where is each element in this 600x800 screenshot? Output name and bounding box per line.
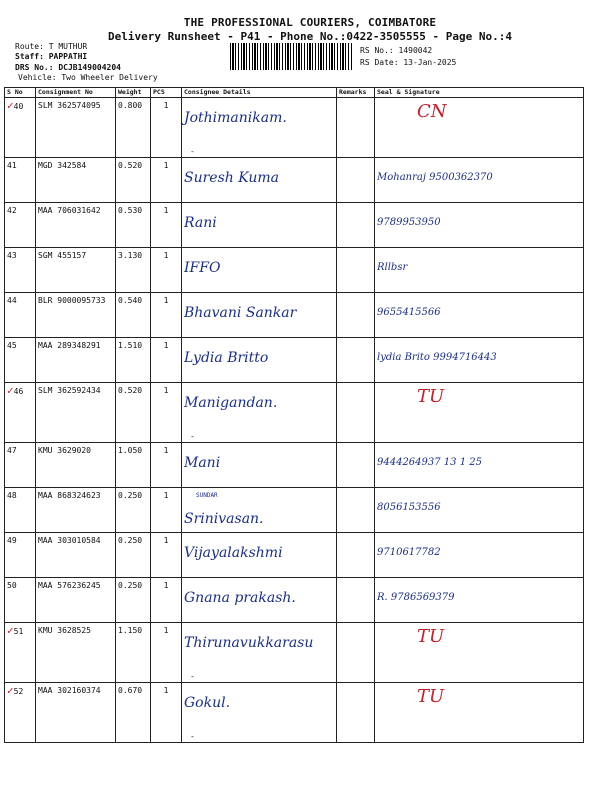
signature-cell xyxy=(375,383,584,443)
consignment-no: MAA 302160374 xyxy=(36,683,116,743)
sno-value: 49 xyxy=(7,536,17,545)
row-sno xyxy=(5,293,36,338)
consignment-no: MAA 303010584 xyxy=(36,533,116,578)
sno-value: 46 xyxy=(13,387,24,396)
remarks-cell xyxy=(337,383,375,443)
pcs-value: 1 xyxy=(151,383,182,443)
col-header-weight: Weight xyxy=(116,88,151,98)
col-header-sno: S No xyxy=(5,88,36,98)
consignment-no: KMU 3628525 xyxy=(36,623,116,683)
row-sno xyxy=(5,158,36,203)
check-mark-icon: ✓ xyxy=(7,684,14,697)
consignee-handwriting: Lydia Britto xyxy=(184,350,269,366)
vehicle-label: Vehicle: Two Wheeler Delivery xyxy=(18,73,158,82)
sno-value: 43 xyxy=(7,251,17,260)
pcs-value: 1 xyxy=(151,293,182,338)
signature-handwriting: 9655415566 xyxy=(377,307,441,318)
table-row xyxy=(5,683,584,743)
consignee-cell xyxy=(182,623,337,683)
signature-cell xyxy=(375,158,584,203)
table-row xyxy=(5,248,584,293)
consignee-cell xyxy=(182,683,337,743)
consignee-handwriting: Mani xyxy=(184,455,221,471)
dash-mark: - xyxy=(190,432,195,441)
remarks-cell xyxy=(337,683,375,743)
sno-value: 51 xyxy=(13,627,24,636)
rs-number: RS No.: 1490042 xyxy=(360,46,433,55)
consignee-cell xyxy=(182,338,337,383)
sno-value: 48 xyxy=(7,491,17,500)
signature-cell xyxy=(375,488,584,533)
weight-value: 0.250 xyxy=(116,533,151,578)
consignment-no: KMU 3629020 xyxy=(36,443,116,488)
consignment-no: MAA 576236245 xyxy=(36,578,116,623)
sno-value: 41 xyxy=(7,161,17,170)
pcs-value: 1 xyxy=(151,338,182,383)
consignee-cell xyxy=(182,248,337,293)
consignee-cell xyxy=(182,203,337,248)
remarks-cell xyxy=(337,338,375,383)
pcs-value: 1 xyxy=(151,443,182,488)
table-row xyxy=(5,158,584,203)
table-row xyxy=(5,488,584,533)
barcode-image xyxy=(230,43,352,70)
consignee-handwriting: Jothimanikam. xyxy=(184,110,287,126)
col-header-remarks: Remarks xyxy=(337,88,375,98)
signature-handwriting: Rllbsr xyxy=(377,262,408,273)
consignee-cell xyxy=(182,98,337,158)
consignment-no: SLM 362574095 xyxy=(36,98,116,158)
remarks-cell xyxy=(337,293,375,338)
drs-label: DRS No.: DCJB149004204 xyxy=(15,63,121,72)
pcs-value: 1 xyxy=(151,488,182,533)
sno-value: 42 xyxy=(7,206,17,215)
pcs-value: 1 xyxy=(151,203,182,248)
remarks-cell xyxy=(337,98,375,158)
consignee-cell xyxy=(182,443,337,488)
pcs-value: 1 xyxy=(151,623,182,683)
weight-value: 3.130 xyxy=(116,248,151,293)
remarks-cell xyxy=(337,533,375,578)
consignment-no: MAA 706031642 xyxy=(36,203,116,248)
consignee-handwriting: IFFO xyxy=(184,260,221,276)
consignee-handwriting: Bhavani Sankar xyxy=(184,305,297,321)
signature-handwriting: 9710617782 xyxy=(377,547,441,558)
consignee-cell xyxy=(182,533,337,578)
route-label: Route: T MUTHUR xyxy=(15,42,88,51)
signature-handwriting: Mohanraj 9500362370 xyxy=(377,172,493,183)
signature-cell xyxy=(375,623,584,683)
row-sno xyxy=(5,203,36,248)
consignee-handwriting: Suresh Kuma xyxy=(184,170,280,186)
table-row xyxy=(5,533,584,578)
weight-value: 1.050 xyxy=(116,443,151,488)
consignee-handwriting: Gnana prakash. xyxy=(184,590,296,606)
sno-value: 52 xyxy=(13,687,24,696)
consignment-no: MAA 289348291 xyxy=(36,338,116,383)
check-mark-icon: ✓ xyxy=(7,384,14,397)
row-sno xyxy=(5,488,36,533)
pcs-value: 1 xyxy=(151,533,182,578)
table-row xyxy=(5,293,584,338)
signature-cell xyxy=(375,203,584,248)
pcs-value: 1 xyxy=(151,98,182,158)
remarks-cell xyxy=(337,443,375,488)
remarks-cell xyxy=(337,488,375,533)
weight-value: 1.510 xyxy=(116,338,151,383)
pcs-value: 1 xyxy=(151,578,182,623)
weight-value: 1.150 xyxy=(116,623,151,683)
consignment-no: BLR 9000095733 xyxy=(36,293,116,338)
weight-value: 0.520 xyxy=(116,383,151,443)
signature-handwriting: TU xyxy=(417,686,445,707)
pcs-value: 1 xyxy=(151,683,182,743)
sno-value: 44 xyxy=(7,296,17,305)
consignee-handwriting: Rani xyxy=(184,215,217,231)
col-header-consignee: Consignee Details xyxy=(182,88,337,98)
signature-cell xyxy=(375,443,584,488)
signature-cell xyxy=(375,578,584,623)
col-header-consignment: Consignment No xyxy=(36,88,116,98)
col-header-pcs: PCS xyxy=(151,88,182,98)
consignment-no: MAA 868324623 xyxy=(36,488,116,533)
check-mark-icon: ✓ xyxy=(7,99,14,112)
consignee-cell xyxy=(182,293,337,338)
row-sno xyxy=(5,683,36,743)
sno-value: 50 xyxy=(7,581,17,590)
weight-value: 0.250 xyxy=(116,488,151,533)
row-sno xyxy=(5,533,36,578)
dash-mark: - xyxy=(190,732,195,741)
signature-cell xyxy=(375,248,584,293)
signature-handwriting: TU xyxy=(417,386,445,407)
row-sno xyxy=(5,578,36,623)
consignment-no: MGD 342584 xyxy=(36,158,116,203)
dash-mark: - xyxy=(190,147,195,156)
table-row xyxy=(5,443,584,488)
col-header-signature: Seal & Signature xyxy=(375,88,584,98)
signature-cell xyxy=(375,533,584,578)
signature-handwriting: TU xyxy=(417,626,445,647)
consignee-cell xyxy=(182,383,337,443)
table-row xyxy=(5,623,584,683)
signature-cell xyxy=(375,338,584,383)
remarks-cell xyxy=(337,623,375,683)
check-mark-icon: ✓ xyxy=(7,624,14,637)
consignee-cell xyxy=(182,488,337,533)
signature-cell xyxy=(375,98,584,158)
row-sno xyxy=(5,98,36,158)
runsheet-heading: Delivery Runsheet - P41 - Phone No.:0422-3505555 - Page No.:4 xyxy=(108,30,512,43)
sno-value: 47 xyxy=(7,446,17,455)
signature-cell xyxy=(375,293,584,338)
consignee-handwriting: Gokul. xyxy=(184,695,231,711)
staff-label: Staff: PAPPATHI xyxy=(15,52,88,61)
remarks-cell xyxy=(337,203,375,248)
remarks-cell xyxy=(337,248,375,293)
weight-value: 0.670 xyxy=(116,683,151,743)
table-row xyxy=(5,203,584,248)
consignment-no: SLM 362592434 xyxy=(36,383,116,443)
consignee-handwriting: Manigandan. xyxy=(184,395,278,411)
signature-handwriting: lydia Brito 9994716443 xyxy=(377,352,497,363)
dash-mark: - xyxy=(190,672,195,681)
signature-handwriting: 9444264937 13 1 25 xyxy=(377,457,482,468)
runsheet-table xyxy=(4,87,584,743)
rs-date: RS Date: 13-Jan-2025 xyxy=(360,58,457,67)
row-sno xyxy=(5,623,36,683)
company-title: THE PROFESSIONAL COURIERS, COIMBATORE xyxy=(183,16,437,29)
sno-value: 40 xyxy=(13,102,24,111)
table-row xyxy=(5,98,584,158)
weight-value: 0.800 xyxy=(116,98,151,158)
weight-value: 0.250 xyxy=(116,578,151,623)
weight-value: 0.540 xyxy=(116,293,151,338)
signature-cell xyxy=(375,683,584,743)
table-row xyxy=(5,338,584,383)
signature-handwriting: 9789953950 xyxy=(377,217,441,228)
remarks-cell xyxy=(337,578,375,623)
table-row xyxy=(5,578,584,623)
signature-handwriting: R. 9786569379 xyxy=(377,592,455,603)
row-sno xyxy=(5,383,36,443)
pcs-value: 1 xyxy=(151,248,182,293)
row-sno xyxy=(5,443,36,488)
table-header-row xyxy=(5,88,584,98)
consignee-cell xyxy=(182,578,337,623)
consignee-handwriting: Srinivasan. xyxy=(184,511,264,527)
signature-handwriting: CN xyxy=(417,101,447,122)
weight-value: 0.530 xyxy=(116,203,151,248)
remarks-cell xyxy=(337,158,375,203)
signature-handwriting: 8056153556 xyxy=(377,502,441,513)
consignee-handwriting: Vijayalakshmi xyxy=(184,545,283,561)
pcs-value: 1 xyxy=(151,158,182,203)
consignee-note: SUNDAR xyxy=(196,492,218,499)
consignee-cell xyxy=(182,158,337,203)
weight-value: 0.520 xyxy=(116,158,151,203)
consignee-handwriting: Thirunavukkarasu xyxy=(184,635,314,651)
consignment-no: SGM 455157 xyxy=(36,248,116,293)
row-sno xyxy=(5,248,36,293)
table-row xyxy=(5,383,584,443)
sno-value: 45 xyxy=(7,341,17,350)
row-sno xyxy=(5,338,36,383)
